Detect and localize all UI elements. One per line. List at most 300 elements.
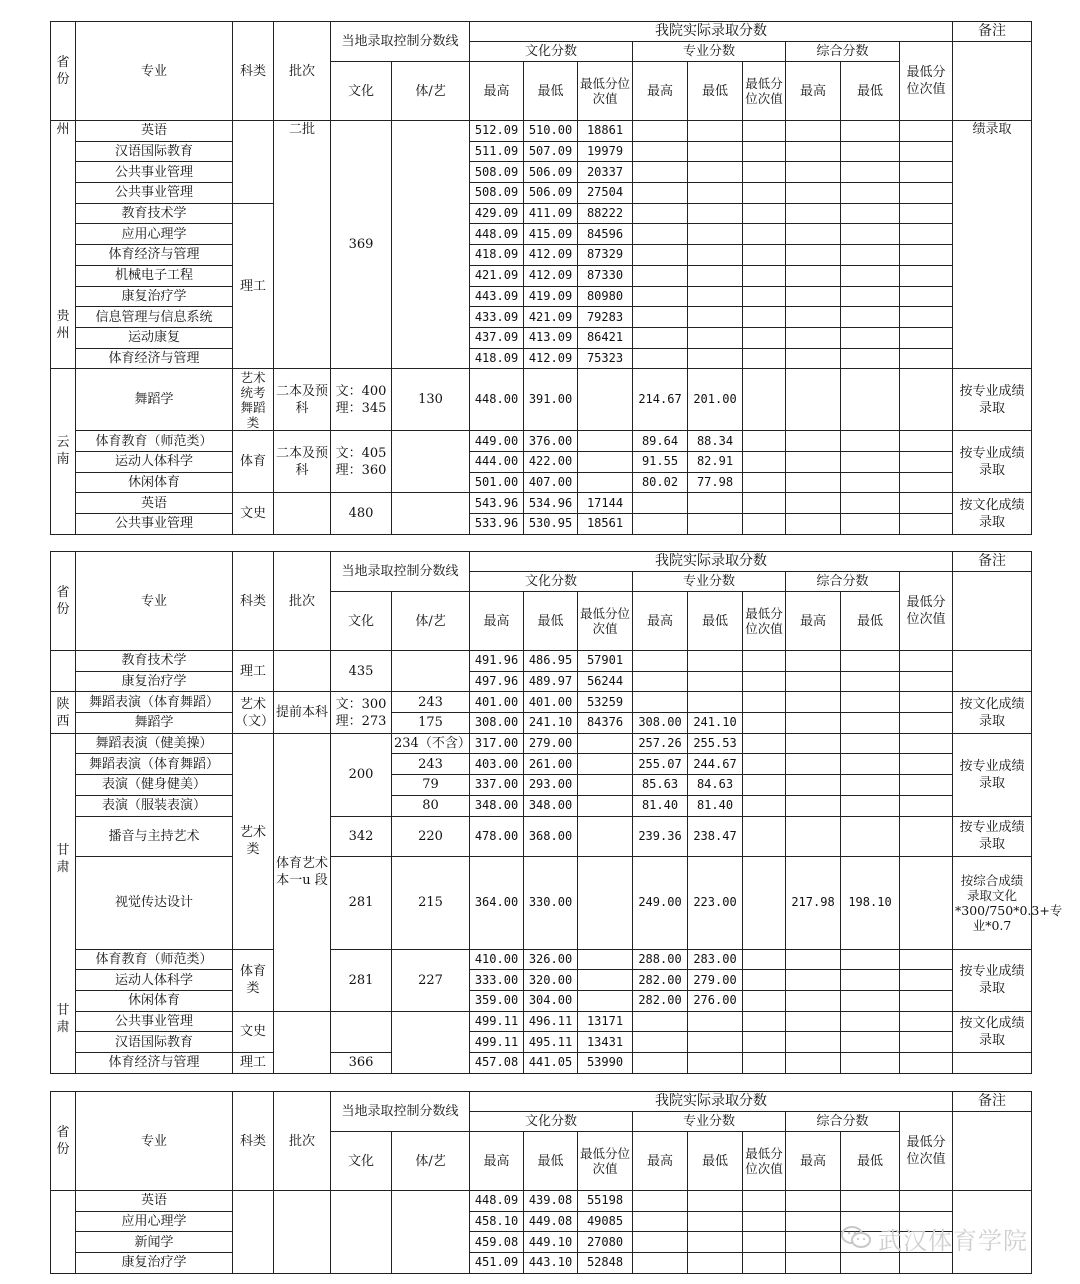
control-line-cell: 480	[331, 493, 392, 534]
watermark	[838, 1217, 1048, 1257]
major-cell: 公共事业管理	[76, 183, 233, 204]
rank-cell: 84596	[578, 224, 633, 245]
score-cell: 495.11	[524, 1032, 578, 1053]
header-remarks: 备注	[953, 552, 1032, 572]
rank-cell: 27504	[578, 183, 633, 204]
score-cell: 279.00	[688, 970, 743, 991]
score-cell: 441.05	[524, 1052, 578, 1073]
score-cell: 506.09	[524, 183, 578, 204]
score-cell: 413.09	[524, 327, 578, 348]
major-cell: 康复治疗学	[76, 286, 233, 307]
major-cell: 播音与主持艺术	[76, 816, 233, 856]
score-cell: 241.10	[524, 713, 578, 734]
control-line-cell: 文：400 理：345	[331, 369, 392, 431]
score-cell: 457.08	[470, 1052, 524, 1073]
subject-cell: 艺术（文）	[233, 692, 274, 733]
batch-cell	[274, 1011, 331, 1073]
header-province: 省份	[51, 1092, 76, 1191]
art-line-cell: 227	[392, 949, 470, 1011]
score-cell: 85.63	[633, 775, 688, 796]
remark-cell: 按文化成绩录取	[953, 493, 1032, 534]
score-cell: 217.98	[786, 856, 841, 949]
remark-cell: 按专业成绩录取	[953, 733, 1032, 816]
score-cell: 214.67	[633, 369, 688, 431]
header-actual-scores: 我院实际录取分数	[470, 22, 953, 42]
major-cell: 应用心理学	[76, 1211, 233, 1232]
remark-cell: 按综合成绩录取文化*300/750*0.3+专业*0.7	[953, 856, 1032, 949]
score-cell: 223.00	[688, 856, 743, 949]
score-cell: 486.95	[524, 651, 578, 672]
rank-cell: 75323	[578, 348, 633, 369]
score-cell: 330.00	[524, 856, 578, 949]
header-lowest-rank: 最低分位次值	[578, 592, 633, 651]
header-major: 专业	[76, 552, 233, 651]
remark-cell: 按专业成绩录取	[953, 816, 1032, 856]
header-actual-scores: 我院实际录取分数	[470, 1092, 953, 1112]
score-cell: 429.09	[470, 203, 524, 224]
score-cell: 418.09	[470, 245, 524, 266]
score-cell: 320.00	[524, 970, 578, 991]
major-cell: 视觉传达设计	[76, 856, 233, 949]
rank-cell: 17144	[578, 493, 633, 514]
header-province: 省份	[51, 22, 76, 121]
rank-cell: 87329	[578, 245, 633, 266]
score-cell: 317.00	[470, 733, 524, 754]
score-cell: 499.11	[470, 1032, 524, 1053]
score-cell: 88.34	[688, 431, 743, 452]
score-cell: 444.00	[470, 451, 524, 472]
subject-cell	[233, 1191, 274, 1274]
score-cell: 308.00	[633, 713, 688, 734]
subject-cell: 体育	[233, 431, 274, 493]
major-cell: 公共事业管理	[76, 162, 233, 183]
header-highest: 最高	[633, 1132, 688, 1191]
header-lowest-rank: 最低分位次值	[578, 62, 633, 121]
header-lowest: 最低	[688, 592, 743, 651]
control-line-cell	[331, 1191, 392, 1274]
rank-cell: 53259	[578, 692, 633, 713]
header-composite-score: 综合分数	[786, 572, 900, 592]
header-highest: 最高	[470, 62, 524, 121]
score-cell: 82.91	[688, 451, 743, 472]
control-line-cell: 文：300 理：273	[331, 692, 392, 733]
score-cell: 81.40	[688, 795, 743, 816]
score-cell: 77.98	[688, 472, 743, 493]
score-cell: 255.07	[633, 754, 688, 775]
header-local-control: 当地录取控制分数线	[331, 22, 470, 62]
control-line-cell: 281	[331, 949, 392, 1011]
rank-cell: 80980	[578, 286, 633, 307]
header-major: 专业	[76, 22, 233, 121]
rank-cell: 88222	[578, 203, 633, 224]
score-cell: 326.00	[524, 949, 578, 970]
header-lowest: 最低	[688, 1132, 743, 1191]
rank-cell: 56244	[578, 671, 633, 692]
rank-cell: 18861	[578, 121, 633, 142]
score-cell: 443.10	[524, 1253, 578, 1274]
major-cell: 运动康复	[76, 327, 233, 348]
header-culture-score: 文化分数	[470, 572, 633, 592]
score-cell: 391.00	[524, 369, 578, 431]
score-cell: 496.11	[524, 1011, 578, 1032]
score-cell: 91.55	[633, 451, 688, 472]
control-line-cell: 435	[331, 651, 392, 692]
score-cell: 407.00	[524, 472, 578, 493]
score-cell: 257.26	[633, 733, 688, 754]
score-cell: 443.09	[470, 286, 524, 307]
header-major-score: 专业分数	[633, 42, 786, 62]
rank-cell: 13431	[578, 1032, 633, 1053]
score-cell: 530.95	[524, 514, 578, 535]
score-cell: 89.64	[633, 431, 688, 452]
remark-cell: 绩录取	[953, 121, 1032, 369]
score-cell: 412.09	[524, 348, 578, 369]
score-cell: 511.09	[470, 141, 524, 162]
score-cell: 359.00	[470, 990, 524, 1011]
rank-cell: 87330	[578, 265, 633, 286]
score-cell: 308.00	[470, 713, 524, 734]
province-cell: 州 贵州	[51, 121, 76, 369]
score-cell: 288.00	[633, 949, 688, 970]
header-batch: 批次	[274, 22, 331, 121]
score-cell: 376.00	[524, 431, 578, 452]
art-line-cell	[392, 493, 470, 534]
major-cell: 公共事业管理	[76, 514, 233, 535]
major-cell: 表演（服装表演）	[76, 795, 233, 816]
header-highest: 最高	[470, 592, 524, 651]
score-cell: 508.09	[470, 162, 524, 183]
admission-table-1	[50, 21, 1032, 535]
major-cell: 信息管理与信息系统	[76, 307, 233, 328]
header-major: 专业	[76, 1092, 233, 1191]
score-cell: 448.09	[470, 224, 524, 245]
header-lowest: 最低	[524, 1132, 578, 1191]
header-lowest-rank-overall: 最低分位次值	[900, 42, 953, 121]
header-subject: 科类	[233, 552, 274, 651]
header-lowest: 最低	[688, 62, 743, 121]
control-line-cell: 342	[331, 816, 392, 856]
header-sports-art: 体/艺	[392, 62, 470, 121]
province-cell: 陕西	[51, 692, 76, 733]
major-cell: 康复治疗学	[76, 671, 233, 692]
rank-cell: 18561	[578, 514, 633, 535]
batch-cell: 提前本科	[274, 692, 331, 733]
province-cell	[51, 1191, 76, 1274]
control-line-cell: 文：405 理：360	[331, 431, 392, 493]
header-batch: 批次	[274, 1092, 331, 1191]
subject-cell	[233, 121, 274, 204]
major-cell: 公共事业管理	[76, 1011, 233, 1032]
score-cell: 261.00	[524, 754, 578, 775]
header-major-score: 专业分数	[633, 572, 786, 592]
subject-cell: 文史	[233, 493, 274, 534]
score-cell: 241.10	[688, 713, 743, 734]
header-lowest-rank: 最低分位次值	[578, 1132, 633, 1191]
subject-cell: 文史	[233, 1011, 274, 1052]
header-highest: 最高	[633, 592, 688, 651]
score-cell: 510.00	[524, 121, 578, 142]
score-cell: 239.36	[633, 816, 688, 856]
rank-cell: 20337	[578, 162, 633, 183]
major-cell: 教育技术学	[76, 651, 233, 672]
score-cell: 84.63	[688, 775, 743, 796]
control-line-cell	[331, 1011, 392, 1052]
score-cell: 283.00	[688, 949, 743, 970]
major-cell: 舞蹈学	[76, 713, 233, 734]
remark-cell: 按文化成绩录取	[953, 1011, 1032, 1052]
header-highest: 最高	[786, 592, 841, 651]
header-local-control: 当地录取控制分数线	[331, 1092, 470, 1132]
score-cell: 501.00	[470, 472, 524, 493]
control-line-cell: 200	[331, 733, 392, 816]
major-cell: 舞蹈表演（体育舞蹈）	[76, 692, 233, 713]
major-cell: 运动人体科学	[76, 451, 233, 472]
score-cell: 448.09	[470, 1191, 524, 1212]
remark-cell: 按专业成绩录取	[953, 949, 1032, 1011]
major-cell: 应用心理学	[76, 224, 233, 245]
art-line-cell: 79	[392, 775, 470, 796]
score-cell: 255.53	[688, 733, 743, 754]
header-lowest: 最低	[841, 62, 900, 121]
major-cell: 体育经济与管理	[76, 245, 233, 266]
score-cell: 422.00	[524, 451, 578, 472]
header-subject: 科类	[233, 22, 274, 121]
score-cell: 201.00	[688, 369, 743, 431]
header-lowest: 最低	[524, 592, 578, 651]
major-cell: 表演（健身健美）	[76, 775, 233, 796]
score-cell: 333.00	[470, 970, 524, 991]
major-cell: 英语	[76, 121, 233, 142]
score-cell: 489.97	[524, 671, 578, 692]
header-remarks-blank	[953, 1112, 1032, 1191]
major-cell: 汉语国际教育	[76, 141, 233, 162]
score-cell: 198.10	[841, 856, 900, 949]
score-cell: 412.09	[524, 245, 578, 266]
score-cell: 348.00	[524, 795, 578, 816]
score-cell: 449.00	[470, 431, 524, 452]
score-cell: 421.09	[524, 307, 578, 328]
score-cell: 433.09	[470, 307, 524, 328]
major-cell: 体育经济与管理	[76, 1052, 233, 1073]
rank-cell: 49085	[578, 1211, 633, 1232]
score-cell: 459.08	[470, 1232, 524, 1253]
score-cell: 458.10	[470, 1211, 524, 1232]
major-cell: 教育技术学	[76, 203, 233, 224]
score-cell: 364.00	[470, 856, 524, 949]
header-remarks: 备注	[953, 22, 1032, 42]
score-cell: 282.00	[633, 990, 688, 1011]
header-highest: 最高	[786, 62, 841, 121]
score-cell: 348.00	[470, 795, 524, 816]
score-cell: 401.00	[524, 692, 578, 713]
major-cell: 舞蹈学	[76, 369, 233, 431]
art-line-cell: 130	[392, 369, 470, 431]
province-cell	[51, 651, 76, 692]
major-cell: 休闲体育	[76, 990, 233, 1011]
art-line-cell: 215	[392, 856, 470, 949]
score-cell: 403.00	[470, 754, 524, 775]
score-cell: 411.09	[524, 203, 578, 224]
batch-cell: 二本及预科	[274, 369, 331, 431]
header-subject: 科类	[233, 1092, 274, 1191]
remark-cell	[953, 651, 1032, 692]
score-cell: 439.08	[524, 1191, 578, 1212]
major-cell: 英语	[76, 1191, 233, 1212]
subject-cell: 体育类	[233, 949, 274, 1011]
major-cell: 体育教育（师范类）	[76, 431, 233, 452]
header-lowest-rank-overall: 最低分位次值	[900, 572, 953, 651]
header-culture-score: 文化分数	[470, 42, 633, 62]
subject-cell: 理工	[233, 1052, 274, 1073]
art-line-cell: 175	[392, 713, 470, 734]
major-cell: 运动人体科学	[76, 970, 233, 991]
art-line-cell: 243	[392, 692, 470, 713]
score-cell: 81.40	[633, 795, 688, 816]
art-line-cell	[392, 1191, 470, 1274]
header-local-control: 当地录取控制分数线	[331, 552, 470, 592]
major-cell: 新闻学	[76, 1232, 233, 1253]
score-cell: 282.00	[633, 970, 688, 991]
art-line-cell: 220	[392, 816, 470, 856]
score-cell: 412.09	[524, 265, 578, 286]
score-cell: 279.00	[524, 733, 578, 754]
batch-cell	[274, 493, 331, 534]
rank-cell: 79283	[578, 307, 633, 328]
score-cell: 534.96	[524, 493, 578, 514]
score-cell: 419.09	[524, 286, 578, 307]
major-cell: 舞蹈表演（体育舞蹈）	[76, 754, 233, 775]
major-cell: 康复治疗学	[76, 1253, 233, 1274]
subject-cell: 理工	[233, 203, 274, 369]
province-cell: 云南	[51, 369, 76, 534]
header-major-score: 专业分数	[633, 1112, 786, 1132]
rank-cell: 53990	[578, 1052, 633, 1073]
score-cell: 238.47	[688, 816, 743, 856]
score-cell: 449.08	[524, 1211, 578, 1232]
control-line-cell: 369	[331, 121, 392, 369]
art-line-cell	[392, 651, 470, 692]
subject-cell: 艺术类	[233, 733, 274, 949]
header-highest: 最高	[470, 1132, 524, 1191]
major-cell: 体育经济与管理	[76, 348, 233, 369]
rank-cell: 57901	[578, 651, 633, 672]
score-cell: 276.00	[688, 990, 743, 1011]
batch-cell	[274, 1191, 331, 1274]
score-cell: 244.67	[688, 754, 743, 775]
score-cell: 543.96	[470, 493, 524, 514]
rank-cell: 27080	[578, 1232, 633, 1253]
subject-cell: 理工	[233, 651, 274, 692]
art-line-cell: 243	[392, 754, 470, 775]
rank-cell: 13171	[578, 1011, 633, 1032]
header-lowest: 最低	[524, 62, 578, 121]
major-cell: 体育教育（师范类）	[76, 949, 233, 970]
control-line-cell: 281	[331, 856, 392, 949]
score-cell: 337.00	[470, 775, 524, 796]
score-cell: 401.00	[470, 692, 524, 713]
header-culture: 文化	[331, 62, 392, 121]
art-line-cell	[392, 121, 470, 369]
major-cell: 汉语国际教育	[76, 1032, 233, 1053]
header-lowest: 最低	[841, 1132, 900, 1191]
score-cell: 506.09	[524, 162, 578, 183]
header-remarks-blank	[953, 572, 1032, 651]
header-highest: 最高	[633, 62, 688, 121]
header-lowest: 最低	[841, 592, 900, 651]
subject-cell: 艺术统考舞蹈类	[233, 369, 274, 431]
header-actual-scores: 我院实际录取分数	[470, 552, 953, 572]
rank-cell: 55198	[578, 1191, 633, 1212]
score-cell: 533.96	[470, 514, 524, 535]
major-cell: 英语	[76, 493, 233, 514]
remark-cell: 按专业成绩录取	[953, 369, 1032, 431]
score-cell: 478.00	[470, 816, 524, 856]
province-cell: 甘肃 甘肃	[51, 733, 76, 1073]
header-remarks-blank	[953, 42, 1032, 121]
score-cell: 448.00	[470, 369, 524, 431]
score-cell: 437.09	[470, 327, 524, 348]
header-remarks: 备注	[953, 1092, 1032, 1112]
score-cell: 410.00	[470, 949, 524, 970]
batch-cell: 体育艺术本一u 段	[274, 733, 331, 1011]
header-composite-score: 综合分数	[786, 42, 900, 62]
score-cell: 80.02	[633, 472, 688, 493]
batch-cell	[274, 651, 331, 692]
header-culture-score: 文化分数	[470, 1112, 633, 1132]
score-cell: 421.09	[470, 265, 524, 286]
art-line-cell: 80	[392, 795, 470, 816]
header-sports-art: 体/艺	[392, 1132, 470, 1191]
score-cell: 512.09	[470, 121, 524, 142]
rank-cell: 84376	[578, 713, 633, 734]
major-cell: 机械电子工程	[76, 265, 233, 286]
score-cell: 368.00	[524, 816, 578, 856]
score-cell: 491.96	[470, 651, 524, 672]
remark-cell: 按文化成绩录取	[953, 692, 1032, 733]
header-culture: 文化	[331, 1132, 392, 1191]
rank-cell: 86421	[578, 327, 633, 348]
score-cell: 418.09	[470, 348, 524, 369]
header-composite-score: 综合分数	[786, 1112, 900, 1132]
header-culture: 文化	[331, 592, 392, 651]
major-cell: 休闲体育	[76, 472, 233, 493]
score-cell: 415.09	[524, 224, 578, 245]
header-highest: 最高	[786, 1132, 841, 1191]
score-cell: 293.00	[524, 775, 578, 796]
major-cell: 舞蹈表演（健美操）	[76, 733, 233, 754]
art-line-cell: 234（不含）	[392, 733, 470, 754]
header-lowest-rank: 最低分位次值	[743, 62, 786, 121]
score-cell: 449.10	[524, 1232, 578, 1253]
score-cell: 497.96	[470, 671, 524, 692]
remark-cell: 按专业成绩录取	[953, 431, 1032, 493]
header-batch: 批次	[274, 552, 331, 651]
watermark-text: 武汉体育学院	[878, 1227, 1028, 1255]
header-lowest-rank: 最低分位次值	[743, 1132, 786, 1191]
score-cell: 507.09	[524, 141, 578, 162]
rank-cell: 52848	[578, 1253, 633, 1274]
header-province: 省份	[51, 552, 76, 651]
wechat-icon	[840, 1225, 872, 1249]
header-lowest-rank-overall: 最低分位次值	[900, 1112, 953, 1191]
batch-cell: 二本及预科	[274, 431, 331, 493]
batch-cell: 二批	[274, 121, 331, 369]
art-line-cell	[392, 431, 470, 493]
score-cell: 508.09	[470, 183, 524, 204]
rank-cell: 19979	[578, 141, 633, 162]
score-cell: 499.11	[470, 1011, 524, 1032]
admission-table-2	[50, 551, 1063, 1074]
